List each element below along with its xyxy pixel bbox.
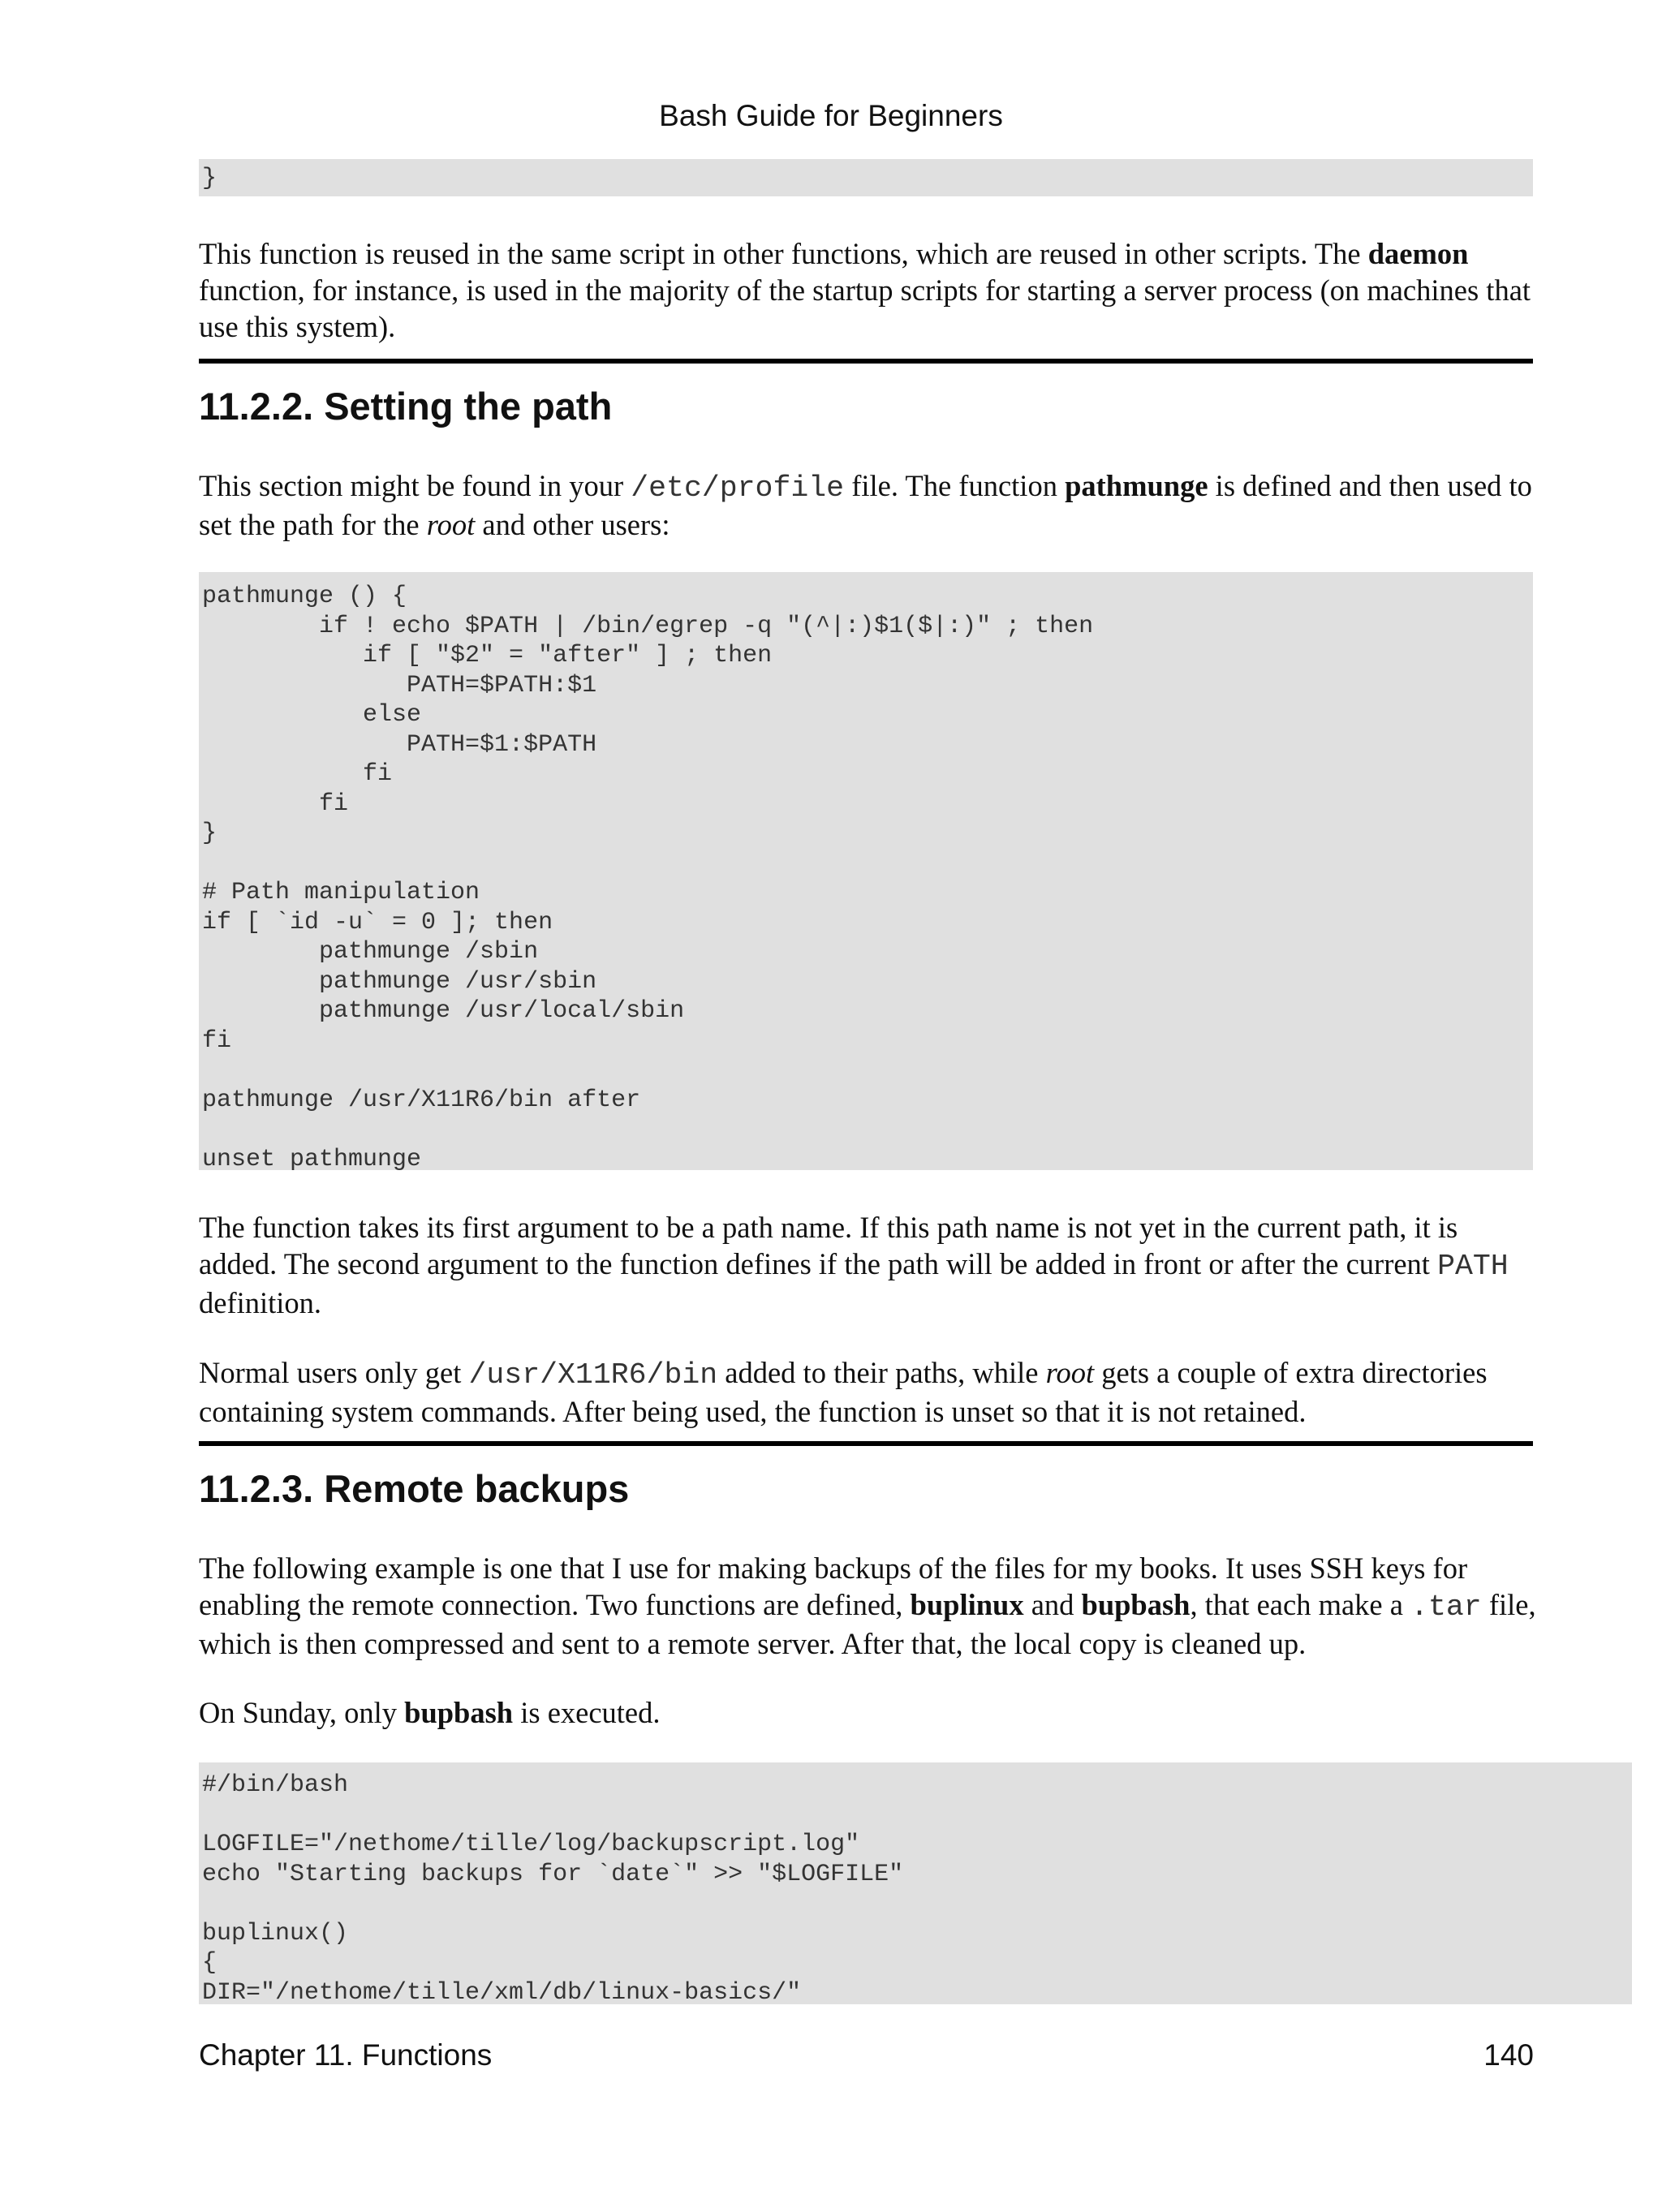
- variable-path: PATH: [1437, 1250, 1509, 1283]
- paragraph-normal-users: Normal users only get /usr/X11R6/bin added to their paths, while root gets a couple of extra directories containing system commands. After being used, the function is unset so that it is not retained.: [199, 1356, 1488, 1428]
- code-block-backup-script: #/bin/bash LOGFILE="/nethome/tille/log/backupscript.log" echo "Starting backups for `date`" >> "$LOGFILE" buplinux() { DIR="/nethome/tille/xml/db/linux-basics/": [199, 1762, 1632, 2004]
- user-root: root: [426, 508, 476, 541]
- filename-etc-profile: /etc/profile: [631, 471, 845, 505]
- user-root: root: [1045, 1356, 1095, 1389]
- section-heading-setting-path: 11.2.2. Setting the path: [199, 385, 613, 428]
- paragraph-function-reuse: This function is reused in the same script in other functions, which are reused in other scripts. The daemon function, for instance, is used in the majority of the startup scripts for starting a server process (on machines that use this system).: [199, 237, 1531, 343]
- section-heading-remote-backups: 11.2.3. Remote backups: [199, 1467, 630, 1510]
- running-header: Bash Guide for Beginners: [659, 99, 1003, 132]
- command-pathmunge: pathmunge: [1065, 469, 1208, 502]
- command-daemon: daemon: [1367, 237, 1469, 270]
- page-number: 140: [1483, 2038, 1534, 2072]
- command-bupbash: bupbash: [404, 1696, 514, 1729]
- running-footer: [199, 2038, 1534, 2072]
- paragraph-function-arguments: The function takes its first argument to be a path name. If this path name is not yet in the current path, it is added. The second argument to the function defines if the path will be added in front or after the current PATH definition.: [199, 1211, 1509, 1319]
- section-divider: [199, 1441, 1533, 1446]
- paragraph-sunday-note: On Sunday, only bupbash is executed.: [199, 1696, 661, 1729]
- code-block-pathmunge: pathmunge () { if ! echo $PATH | /bin/egrep -q "(^|:)$1($|:)" ; then if [ "$2" = "after" ] ; then PATH=$PATH:$1 else PATH=$1:$PATH fi fi } # Path manipulation if [ `id -u` = 0 ]; then pathmunge /sbin pathmunge /usr/sbin pathmunge /usr/local/sbin fi pathmunge /usr/X11R6/bin after unset pathmunge: [199, 572, 1533, 1170]
- command-buplinux: buplinux: [910, 1588, 1024, 1621]
- section-divider: [199, 359, 1533, 364]
- footer-chapter: Chapter 11. Functions: [199, 2038, 493, 2072]
- command-bupbash: bupbash: [1081, 1588, 1191, 1621]
- extension-tar: .tar: [1410, 1590, 1482, 1624]
- paragraph-remote-backups-intro: The following example is one that I use for making backups of the files for my books. It uses SSH keys for enabling the remote connection. Two functions are defined, buplinux and bupbash, that each make a .tar file, which is then compressed and sent to a remote server. After that, the local copy is cleaned up.: [199, 1551, 1536, 1660]
- code-block-closing-brace: }: [199, 159, 1533, 196]
- path-usr-x11r6-bin: /usr/X11R6/bin: [468, 1358, 718, 1392]
- paragraph-setting-path-intro: This section might be found in your /etc/profile file. The function pathmunge is defined and then used to set the path for the root and other users:: [199, 469, 1532, 541]
